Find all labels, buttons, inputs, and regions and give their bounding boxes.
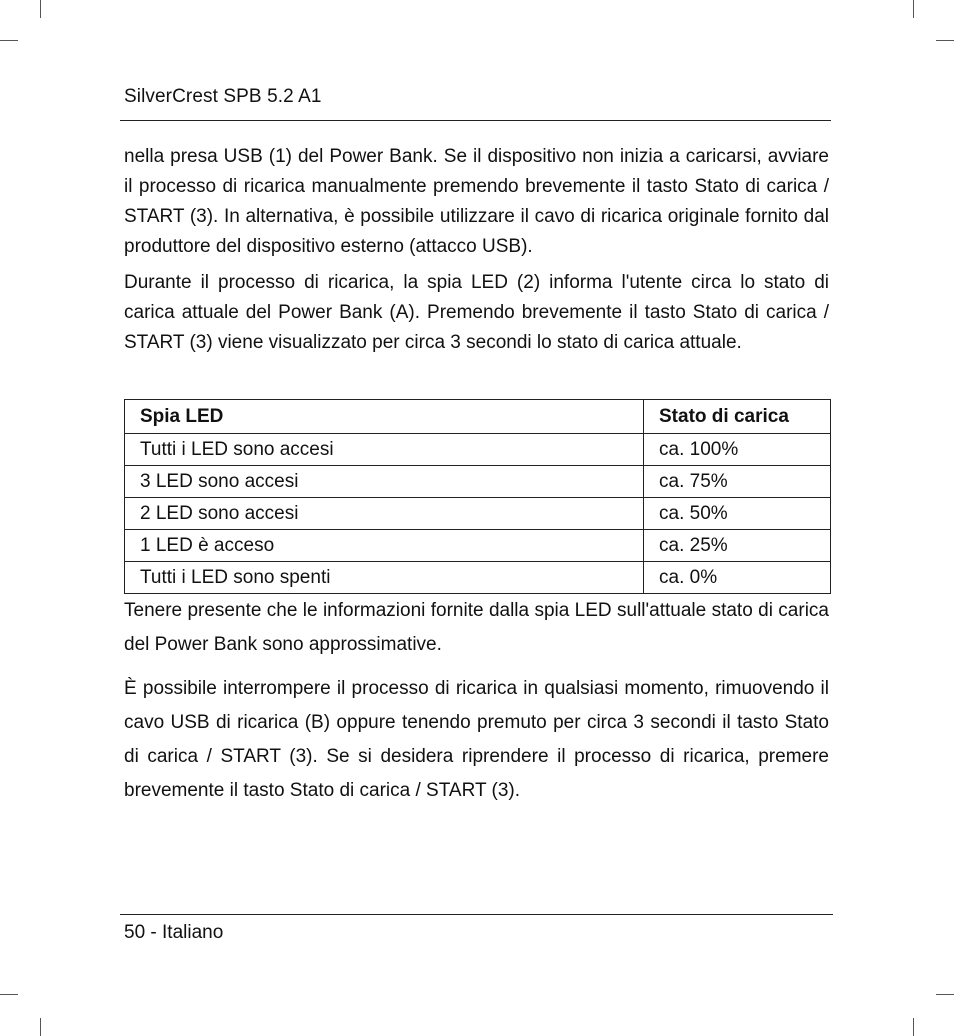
- led-status-table: [124, 399, 831, 594]
- table-header-led: Spia LED: [125, 400, 644, 434]
- paragraph-4: È possibile interrompere il processo di ricarica in qualsiasi momento, rimuovendo il cavo USB di ricarica (B) oppure tenendo premuto per circa 3 secondi il tasto Stato di carica / START (3). Se si desidera riprendere il processo di ricarica, premere brevemente il tasto Stato di carica / START (3).: [124, 678, 829, 801]
- crop-mark-top-right: [913, 0, 914, 18]
- page-header-title: SilverCrest SPB 5.2 A1: [124, 86, 322, 107]
- table-cell-charge: ca. 0%: [644, 562, 831, 594]
- table-cell-led: 1 LED è acceso: [125, 530, 644, 562]
- crop-mark-bottom-right: [913, 1018, 914, 1036]
- paragraph-3: Tenere presente che le informazioni fornite dalla spia LED sull'attuale stato di carica del Power Bank sono approssimative.: [124, 600, 829, 655]
- table-row: [125, 530, 831, 562]
- crop-mark-right-top: [936, 40, 954, 41]
- table-cell-charge: ca. 25%: [644, 530, 831, 562]
- table-cell-led: Tutti i LED sono accesi: [125, 434, 644, 466]
- crop-mark-bottom-left: [40, 1018, 41, 1036]
- page-number: 50 - Italiano: [124, 922, 224, 943]
- header-divider: [120, 120, 831, 121]
- footer-divider: [120, 914, 833, 915]
- table-row: [125, 562, 831, 594]
- table-cell-charge: ca. 50%: [644, 498, 831, 530]
- paragraph-2: Durante il processo di ricarica, la spia LED (2) informa l'utente circa lo stato di carica attuale del Power Bank (A). Premendo brevemente il tasto Stato di carica / START (3) viene visualizzato per circa 3 secondi lo stato di carica attuale.: [124, 272, 829, 353]
- crop-mark-right-bottom: [936, 994, 954, 995]
- crop-mark-left-top: [0, 40, 18, 41]
- crop-mark-top-left: [40, 0, 41, 18]
- crop-mark-left-bottom: [0, 994, 18, 995]
- table-row: [125, 466, 831, 498]
- table-cell-charge: ca. 100%: [644, 434, 831, 466]
- table-row: [125, 498, 831, 530]
- table-header-row: [125, 400, 831, 434]
- table-row: [125, 434, 831, 466]
- paragraph-1: nella presa USB (1) del Power Bank. Se il dispositivo non inizia a caricarsi, avviare il processo di ricarica manualmente premendo brevemente il tasto Stato di carica / START (3). In alternativa, è possibile utilizzare il cavo di ricarica originale fornito dal produttore del dispositivo esterno (attacco USB).: [124, 146, 829, 257]
- table-cell-led: 2 LED sono accesi: [125, 498, 644, 530]
- table-cell-led: Tutti i LED sono spenti: [125, 562, 644, 594]
- table-cell-charge: ca. 75%: [644, 466, 831, 498]
- table-header-charge: Stato di carica: [644, 400, 831, 434]
- table-cell-led: 3 LED sono accesi: [125, 466, 644, 498]
